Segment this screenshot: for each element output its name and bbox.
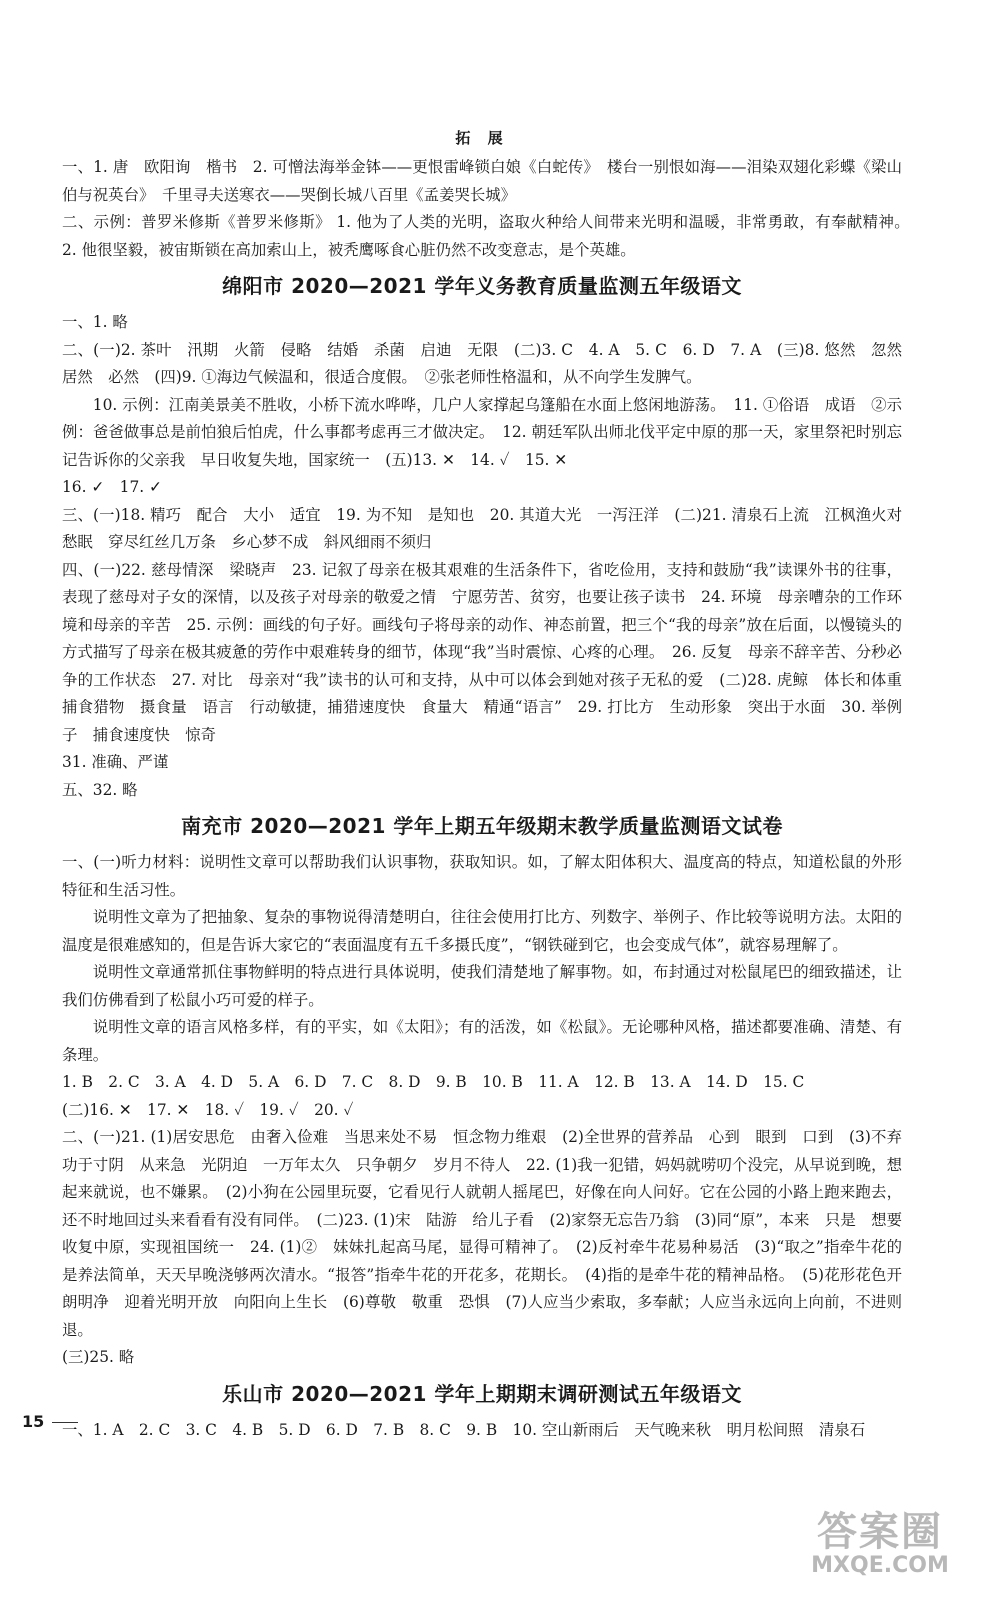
answer-line: 一、1. 略 — [62, 313, 128, 331]
answer-line: 10. 示例：江南美景美不胜收，小桥下流水哗哗，几户人家撑起乌篷船在水面上悠闲地游荡。 11. ①俗语 成语 ②示例：爸爸做事总是前怕狼后怕虎，什么事都考虑再三才做决定。 12. 朝廷军队出师北伐平定中原的那一天，家里祭祀时别忘记告诉你的父亲我 早日收复失地，国家统一 (五)13. ✕ 14. ✓ 15. ✕ — [62, 395, 902, 469]
answer-line: (二)16. ✕ 17. ✕ 18. ✓ 19. ✓ 20. ✓ — [62, 1100, 354, 1119]
answer-line: 四、(一)22. 慈母情深 梁晓声 23. 记叙了母亲在极其艰难的生活条件下，省吃俭用，支持和鼓励“我”读课外书的往事，表现了慈母对子女的深情，以及孩子对母亲的敬爱之情 宁愿劳苦、贫穷，也要让孩子读书 24. 环境 母亲嘈杂的工作环境和母亲的辛苦 25. 示例：画线的句子好。画线句子将母亲的动作、神态前置，把三个“我的母亲”放在后面，以慢镜头的方式描写了母亲在极其疲惫的劳作中艰难转身的细节，体现“我”当时震惊、心疼的心理。 26. 反复 母亲不辞辛苦、分秒必争的工作状态 27. 对比 母亲对“我”读书的认可和支持，从中可以体会到她对孩子无私的爱 (二)28. 虎鲸 体长和体重 捕食猎物 摄食量 语言 行动敏捷，捕猎速度快 食量大 精通“语言” 29. 打比方 生动形象 突出于水面 30. 举例子 捕食速度快 惊奇 — [62, 560, 918, 744]
answer-line: 二、(一)2. 茶叶 汛期 火箭 侵略 结婚 杀菌 启迪 无限 (二)3. C 4. A 5. C 6. D 7. A (三)8. 悠然 忽然 居然 必然 (四)9. ①海边气候温和，很适合度假。 ②张老师性格温和，从不向学生发脾气。 — [62, 340, 918, 386]
listening-paragraph: 说明性文章的语言风格多样，有的平实，如《太阳》；有的活泼，如《松鼠》。无论哪种风格，描述都要准确、清楚、有条理。 — [62, 1018, 902, 1064]
listening-paragraph: 说明性文章通常抓住事物鲜明的特点进行具体说明，使我们清楚地了解事物。如，布封通过对松鼠尾巴的细致描述，让我们仿佛看到了松鼠小巧可爱的样子。 — [62, 963, 902, 1009]
page-content — [62, 127, 918, 1444]
watermark-logo — [795, 1500, 965, 1578]
answer-line: 五、32. 略 — [62, 780, 138, 799]
section-title-mianyang: 绵阳市 2020—2021 学年义务教育质量监测五年级语文 — [222, 274, 742, 298]
answer-line: 31. 准确、严谨 — [62, 753, 169, 771]
watermark-site: MXQE.COM — [811, 1553, 949, 1578]
listening-paragraph: 说明性文章为了把抽象、复杂的事物说得清楚明白，往往会使用打比方、列数字、举例子、作比较等说明方法。太阳的温度是很难感知的，但是告诉大家它的“表面温度有五千多摄氏度”，“钢铁碰到它，也会变成气体”，就容易理解了。 — [62, 908, 902, 954]
answer-line: 1. B 2. C 3. A 4. D 5. A 6. D 7. C 8. D 9. B 10. B 11. A 12. B 13. A 14. D 15. C — [62, 1073, 805, 1091]
answer-line: 一、1. A 2. C 3. C 4. B 5. D 6. D 7. B 8. C 9. B 10. 空山新雨后 天气晚来秋 明月松间照 清泉石 — [62, 1420, 866, 1439]
answer-line: 二、示例：普罗米修斯《普罗米修斯》 1. 他为了人类的光明，盗取火种给人间带来光明和温暖，非常勇敢，有奉献精神。 2. 他很坚毅，被宙斯锁在高加索山上，被秃鹰啄食心脏仍然不改变意志，是个英雄。 — [62, 213, 918, 259]
section-title-tuozhan: 拓 展 — [455, 129, 509, 147]
answer-line: 一、1. 唐 欧阳询 楷书 2. 可憎法海举金钵——更恨雷峰锁白娘《白蛇传》 楼台一别恨如海——泪染双翅化彩蝶《梁山伯与祝英台》 千里寻夫送寒衣——哭倒长城八百里《孟姜哭长城》 — [62, 158, 902, 204]
section-title-leshan: 乐山市 2020—2021 学年上期期末调研测试五年级语文 — [222, 1381, 742, 1406]
answer-line: (三)25. 略 — [62, 1348, 135, 1366]
section-title-nanchong: 南充市 2020—2021 学年上期五年级期末教学质量监测语文试卷 — [181, 814, 783, 838]
watermark-mark: 答案圈 — [817, 1509, 943, 1555]
answer-line: 一、(一)听力材料：说明性文章可以帮助我们认识事物，获取知识。如，了解太阳体积大、温度高的特点，知道松鼠的外形特征和生活习性。 — [62, 853, 902, 899]
answer-line: 二、(一)21. (1)居安思危 由奢入俭难 当思来处不易 恒念物力维艰 (2)全世界的营养品 心到 眼到 口到 (3)不弃功于寸阴 从来急 光阴迫 一万年太久 只争朝夕 岁月不待人 22. (1)我一犯错，妈妈就唠叨个没完，从早说到晚，想起来就说，也不嫌累。 (2)小狗在公园里玩耍，它看见行人就朝人摇尾巴，好像在向人问好。它在公园的小路上跑来跑去，还不时地回过头来看看有没有同伴。 (二)23. (1)宋 陆游 给儿子看 (2)家祭无忘告乃翁 (3)同“原”，本来 只是 想要收复中原，实现祖国统一 24. (1)② 妹妹扎起高马尾，显得可精神了。 (2)反衬牵牛花易种易活 (3)“取之”指牵牛花的是养法简单，天天早晚浇够两次清水。“报答”指牵牛花的开花多，花期长。 (4)指的是牵牛花的精神品格。 (5)花形花色开朗明净 迎着光明开放 向阳向上生长 (6)尊敬 敬重 恐惧 (7)人应当少索取，多奉献；人应当永远向上向前，不进则退。 — [62, 1128, 902, 1339]
answer-line: 三、(一)18. 精巧 配合 大小 适宜 19. 为不知 是知也 20. 其道大光 一泻汪洋 (二)21. 清泉石上流 江枫渔火对愁眠 穿尽红丝几万条 乡心梦不成 斜风细雨不须归 — [62, 505, 902, 551]
page-number: 15 — [22, 1412, 78, 1431]
answer-line: 16. ✓ 17. ✓ — [62, 478, 162, 496]
